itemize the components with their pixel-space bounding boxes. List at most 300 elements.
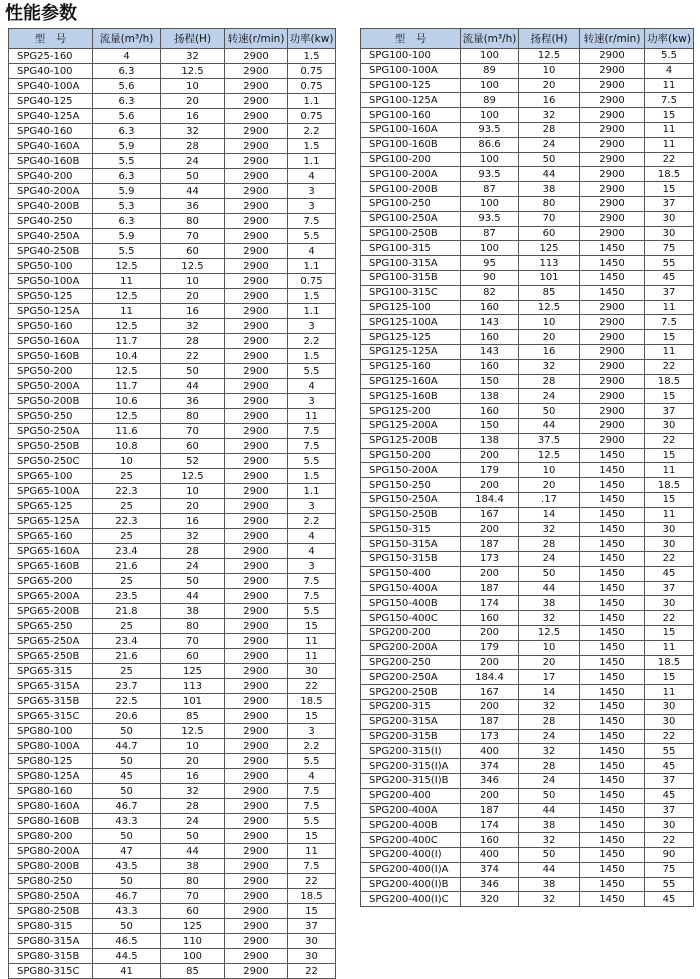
cell-model: SPG65-315B [9,694,93,709]
cell-speed: 2900 [580,137,645,152]
cell-power: 30 [645,537,694,552]
cell-flow: 160 [461,833,519,848]
cell-model: SPG80-200A [9,844,93,859]
table-row [361,862,694,877]
cell-power: 55 [645,256,694,271]
cell-power: 37 [645,581,694,596]
cell-head: 50 [161,169,225,184]
page-title: 性能参数 [5,3,77,24]
cell-head: 24 [519,729,580,744]
cell-head: 125 [161,919,225,934]
cell-model: SPG200-315 [361,700,461,715]
cell-head: 113 [161,679,225,694]
table-row [9,649,336,664]
cell-model: SPG80-160B [9,814,93,829]
table-row [361,63,694,78]
cell-flow: 44.5 [93,949,161,964]
cell-speed: 1450 [580,759,645,774]
cell-model: SPG65-125 [9,499,93,514]
cell-model: SPG50-200 [9,364,93,379]
cell-head: 44 [519,803,580,818]
cell-flow: 50 [93,784,161,799]
cell-speed: 2900 [225,454,288,469]
cell-flow: 86.6 [461,137,519,152]
cell-power: 15 [645,108,694,123]
cell-model: SPG200-315A [361,714,461,729]
cell-power: 11 [288,634,336,649]
table-row [361,359,694,374]
cell-model: SPG100-315C [361,285,461,300]
cell-head: 17 [519,670,580,685]
cell-speed: 2900 [225,319,288,334]
cell-head: 28 [161,334,225,349]
cell-model: SPG50-200B [9,394,93,409]
cell-flow: 167 [461,685,519,700]
cell-power: 4 [288,544,336,559]
cell-power: 11 [645,640,694,655]
cell-flow: 43.5 [93,859,161,874]
cell-model: SPG40-160 [9,124,93,139]
table-row [9,229,336,244]
cell-model: SPG100-160 [361,108,461,123]
cell-flow: 10.8 [93,439,161,454]
cell-flow: 138 [461,433,519,448]
cell-speed: 2900 [580,418,645,433]
cell-speed: 2900 [225,559,288,574]
cell-speed: 2900 [580,433,645,448]
table-row [9,514,336,529]
cell-power: 30 [645,700,694,715]
header-model: 型 号 [361,29,461,49]
cell-head: 44 [519,418,580,433]
cell-flow: 150 [461,418,519,433]
cell-flow: 173 [461,729,519,744]
cell-model: SPG50-125 [9,289,93,304]
table-row [361,552,694,567]
cell-model: SPG150-315 [361,522,461,537]
cell-power: 3 [288,199,336,214]
cell-model: SPG125-200 [361,404,461,419]
cell-model: SPG100-250A [361,211,461,226]
cell-speed: 2900 [225,964,288,979]
table-row [9,64,336,79]
cell-power: 7.5 [645,93,694,108]
cell-speed: 1450 [580,848,645,863]
table-row [361,182,694,197]
cell-power: 5.5 [288,229,336,244]
cell-head: 113 [519,256,580,271]
cell-power: 55 [645,744,694,759]
cell-head: 12.5 [161,724,225,739]
cell-flow: 5.5 [93,244,161,259]
cell-model: SPG100-100 [361,49,461,64]
cell-power: 15 [288,829,336,844]
cell-power: 30 [645,714,694,729]
cell-model: SPG100-200B [361,182,461,197]
cell-flow: 100 [461,196,519,211]
cell-power: 1.5 [288,139,336,154]
cell-model: SPG50-100 [9,259,93,274]
table-row [9,559,336,574]
cell-head: 32 [161,49,225,64]
cell-power: 90 [645,848,694,863]
cell-flow: 400 [461,744,519,759]
header-speed: 转速(r/min) [580,29,645,49]
cell-model: SPG125-125A [361,344,461,359]
cell-model: SPG200-250 [361,655,461,670]
cell-model: SPG200-315(I) [361,744,461,759]
cell-speed: 2900 [580,330,645,345]
cell-power: 2.2 [288,334,336,349]
cell-flow: 150 [461,374,519,389]
cell-flow: 160 [461,404,519,419]
table-row [361,285,694,300]
cell-head: 60 [519,226,580,241]
cell-flow: 179 [461,640,519,655]
cell-flow: 4 [93,49,161,64]
cell-flow: 87 [461,226,519,241]
cell-power: 37 [288,919,336,934]
cell-flow: 100 [461,108,519,123]
table-row [361,537,694,552]
cell-flow: 23.4 [93,634,161,649]
cell-power: 2.2 [288,739,336,754]
cell-model: SPG150-250B [361,507,461,522]
cell-speed: 2900 [580,108,645,123]
cell-model: SPG65-315 [9,664,93,679]
table-row [9,289,336,304]
table-row [9,664,336,679]
table-row [9,124,336,139]
cell-power: 11 [645,507,694,522]
cell-speed: 1450 [580,256,645,271]
cell-speed: 2900 [580,359,645,374]
cell-speed: 2900 [225,934,288,949]
cell-model: SPG200-400A [361,803,461,818]
cell-model: SPG65-200B [9,604,93,619]
cell-power: 11 [645,685,694,700]
cell-model: SPG50-125A [9,304,93,319]
cell-speed: 1450 [580,463,645,478]
cell-flow: 87 [461,182,519,197]
cell-flow: 90 [461,270,519,285]
cell-speed: 2900 [225,844,288,859]
cell-flow: 160 [461,611,519,626]
cell-speed: 1450 [580,774,645,789]
cell-model: SPG80-315C [9,964,93,979]
table-row [9,349,336,364]
table-row [361,448,694,463]
cell-flow: 200 [461,522,519,537]
cell-model: SPG80-250 [9,874,93,889]
cell-speed: 1450 [580,655,645,670]
cell-speed: 1450 [580,522,645,537]
cell-speed: 2900 [580,374,645,389]
cell-speed: 2900 [580,152,645,167]
cell-power: 30 [288,664,336,679]
cell-model: SPG65-160B [9,559,93,574]
cell-head: 38 [161,604,225,619]
cell-flow: 200 [461,478,519,493]
cell-head: 16 [519,344,580,359]
cell-model: SPG200-400(I)A [361,862,461,877]
cell-flow: 200 [461,566,519,581]
cell-head: 32 [161,319,225,334]
cell-speed: 2900 [225,469,288,484]
table-row [361,877,694,892]
cell-model: SPG100-100A [361,63,461,78]
table-row [9,409,336,424]
cell-speed: 2900 [225,619,288,634]
cell-model: SPG200-250B [361,685,461,700]
cell-speed: 2900 [580,49,645,64]
cell-head: 16 [161,304,225,319]
cell-model: SPG150-315A [361,537,461,552]
cell-head: 80 [519,196,580,211]
cell-flow: 12.5 [93,409,161,424]
table-row [9,184,336,199]
table-row [361,463,694,478]
cell-power: 45 [645,566,694,581]
cell-model: SPG125-200A [361,418,461,433]
cell-speed: 1450 [580,803,645,818]
cell-flow: 21.6 [93,559,161,574]
cell-head: 14 [519,685,580,700]
cell-flow: 5.5 [93,154,161,169]
cell-power: 4 [288,529,336,544]
table-row [9,469,336,484]
cell-power: 22 [645,729,694,744]
cell-power: 1.5 [288,349,336,364]
cell-head: 36 [161,199,225,214]
cell-power: 22 [645,611,694,626]
cell-flow: 50 [93,874,161,889]
table-row [9,544,336,559]
cell-flow: 50 [93,829,161,844]
cell-power: 4 [288,769,336,784]
cell-speed: 2900 [225,349,288,364]
cell-flow: 160 [461,359,519,374]
header-head: 扬程(H) [519,29,580,49]
cell-power: 22 [645,833,694,848]
cell-model: SPG80-125 [9,754,93,769]
cell-head: 125 [161,664,225,679]
cell-flow: 200 [461,655,519,670]
cell-speed: 1450 [580,537,645,552]
cell-head: 32 [519,522,580,537]
cell-speed: 1450 [580,685,645,700]
cell-speed: 2900 [225,229,288,244]
cell-model: SPG100-200A [361,167,461,182]
cell-model: SPG200-400(I) [361,848,461,863]
table-row [361,744,694,759]
cell-model: SPG40-100A [9,79,93,94]
cell-speed: 2900 [580,196,645,211]
cell-flow: 320 [461,892,519,907]
cell-power: 7.5 [288,214,336,229]
cell-head: 12.5 [161,469,225,484]
cell-flow: 21.8 [93,604,161,619]
cell-model: SPG40-160B [9,154,93,169]
cell-model: SPG150-400 [361,566,461,581]
cell-speed: 2900 [580,344,645,359]
cell-power: 0.75 [288,109,336,124]
cell-power: 11 [288,409,336,424]
cell-model: SPG100-125 [361,78,461,93]
cell-model: SPG50-200A [9,379,93,394]
cell-power: 18.5 [288,889,336,904]
cell-head: 50 [161,574,225,589]
table-row [9,919,336,934]
cell-flow: 12.5 [93,319,161,334]
table-header-row [9,29,336,49]
cell-model: SPG80-100 [9,724,93,739]
cell-head: 125 [519,241,580,256]
cell-head: 20 [161,754,225,769]
cell-model: SPG100-125A [361,93,461,108]
cell-flow: 50 [93,754,161,769]
table-row [9,499,336,514]
table-row [361,167,694,182]
table-row [361,611,694,626]
cell-model: SPG80-250B [9,904,93,919]
cell-speed: 2900 [225,259,288,274]
cell-model: SPG40-250A [9,229,93,244]
cell-head: 100 [161,949,225,964]
table-row [9,364,336,379]
cell-power: 55 [645,877,694,892]
cell-model: SPG200-400 [361,788,461,803]
cell-speed: 2900 [225,109,288,124]
header-speed: 转速(r/min) [225,29,288,49]
cell-model: SPG65-200 [9,574,93,589]
cell-flow: 43.3 [93,814,161,829]
cell-power: 11 [645,78,694,93]
cell-model: SPG100-315B [361,270,461,285]
cell-power: 18.5 [288,694,336,709]
cell-power: 7.5 [288,859,336,874]
cell-model: SPG65-200A [9,589,93,604]
cell-model: SPG40-100 [9,64,93,79]
cell-head: 38 [519,877,580,892]
cell-flow: 10.4 [93,349,161,364]
cell-head: 12.5 [161,259,225,274]
table-row [9,199,336,214]
cell-speed: 2900 [225,484,288,499]
table-row [361,374,694,389]
cell-head: 52 [161,454,225,469]
cell-speed: 1450 [580,833,645,848]
cell-model: SPG65-160 [9,529,93,544]
cell-speed: 2900 [225,679,288,694]
cell-flow: 46.7 [93,889,161,904]
cell-speed: 1450 [580,448,645,463]
cell-head: 50 [519,404,580,419]
cell-head: 44 [161,379,225,394]
table-row [9,244,336,259]
cell-head: 36 [161,394,225,409]
cell-speed: 2900 [225,394,288,409]
cell-speed: 2900 [225,514,288,529]
cell-speed: 2900 [225,79,288,94]
table-row [361,522,694,537]
table-row [361,196,694,211]
cell-flow: 200 [461,448,519,463]
cell-head: 70 [161,889,225,904]
cell-speed: 2900 [225,49,288,64]
cell-model: SPG40-125 [9,94,93,109]
cell-head: 20 [519,655,580,670]
table-row [9,49,336,64]
table-row [9,154,336,169]
cell-power: 30 [645,418,694,433]
cell-flow: 25 [93,574,161,589]
cell-power: 37 [645,803,694,818]
cell-head: 20 [161,499,225,514]
header-flow: 流量(m³/h) [93,29,161,49]
table-row [361,226,694,241]
cell-power: 18.5 [645,655,694,670]
table-row [9,619,336,634]
cell-speed: 2900 [225,664,288,679]
cell-power: 45 [645,270,694,285]
cell-speed: 2900 [225,424,288,439]
cell-flow: 11.6 [93,424,161,439]
cell-speed: 2900 [225,829,288,844]
table-row [9,214,336,229]
cell-flow: 25 [93,664,161,679]
cell-speed: 2900 [225,439,288,454]
cell-speed: 2900 [225,334,288,349]
table-row [9,139,336,154]
cell-model: SPG125-200B [361,433,461,448]
cell-model: SPG65-250 [9,619,93,634]
cell-flow: 12.5 [93,364,161,379]
table-row [361,670,694,685]
cell-speed: 2900 [580,211,645,226]
table-row [361,78,694,93]
cell-head: 16 [519,93,580,108]
cell-model: SPG40-250B [9,244,93,259]
cell-flow: 6.3 [93,64,161,79]
table-row [361,315,694,330]
cell-model: SPG50-250 [9,409,93,424]
table-row [9,379,336,394]
cell-speed: 2900 [580,300,645,315]
cell-power: 30 [645,226,694,241]
cell-flow: 82 [461,285,519,300]
cell-flow: 6.3 [93,214,161,229]
cell-flow: 173 [461,552,519,567]
cell-speed: 1450 [580,611,645,626]
cell-power: 1.1 [288,259,336,274]
cell-model: SPG50-160A [9,334,93,349]
cell-flow: 5.9 [93,184,161,199]
cell-flow: 44.7 [93,739,161,754]
cell-head: 85 [519,285,580,300]
cell-model: SPG40-200A [9,184,93,199]
cell-speed: 2900 [225,64,288,79]
cell-head: 20 [519,78,580,93]
cell-flow: 45 [93,769,161,784]
cell-power: 2.2 [288,514,336,529]
cell-speed: 2900 [225,739,288,754]
cell-model: SPG150-250A [361,492,461,507]
cell-power: 37 [645,285,694,300]
cell-model: SPG40-200 [9,169,93,184]
cell-model: SPG50-250A [9,424,93,439]
table-row [361,122,694,137]
